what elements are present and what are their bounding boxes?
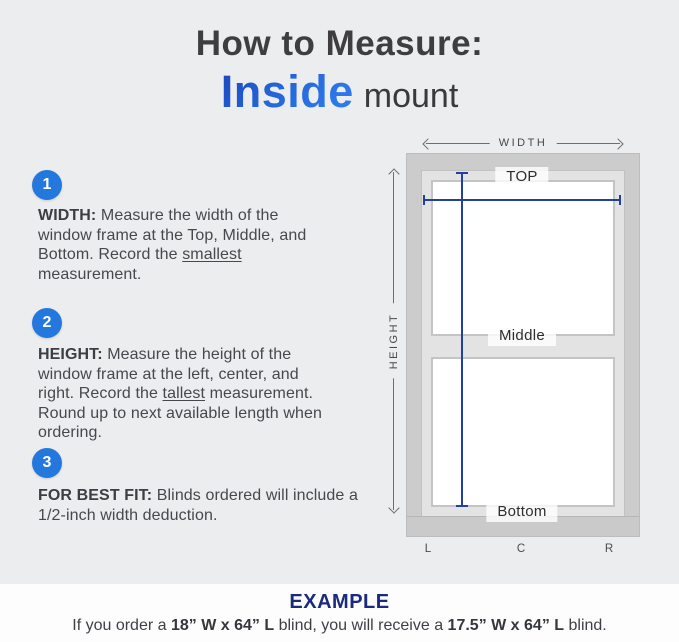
step-2-badge	[32, 308, 62, 338]
step-2-text	[38, 345, 328, 443]
height-measure-line	[461, 172, 463, 507]
marker-right: R	[604, 543, 614, 555]
width-measure-arrow	[424, 137, 622, 150]
step-3-badge	[32, 448, 62, 478]
step-1-badge	[32, 170, 62, 200]
example-part3: blind.	[564, 617, 607, 634]
example-part1: If you order a	[72, 617, 171, 634]
title-suffix: mount	[363, 77, 459, 115]
height-measure-arrow	[387, 170, 400, 512]
example-heading: EXAMPLE	[289, 591, 390, 613]
example-bold2: 17.5” W x 64” L	[447, 617, 565, 634]
step-3-body-pre: Blinds ordered will include a 1/2-inch width deduction.	[38, 487, 358, 524]
step-3-number: 3	[42, 454, 52, 471]
step-3-text	[38, 486, 372, 525]
example-bold1: 18” W x 64” L	[170, 617, 275, 634]
step-1-body-post: measurement.	[38, 265, 142, 283]
marker-center: C	[516, 543, 526, 555]
label-middle: Middle	[488, 326, 556, 346]
step-1-number: 1	[42, 176, 52, 193]
arrow-up-icon	[388, 168, 399, 179]
title-line1: How to Measure:	[195, 24, 484, 63]
width-arrow-label: WIDTH	[490, 137, 557, 149]
label-top: TOP	[495, 167, 548, 187]
width-measure-line	[423, 199, 621, 201]
step-2-number: 2	[42, 314, 52, 331]
arrow-right-icon	[612, 138, 623, 149]
step-1-label: WIDTH:	[38, 207, 97, 224]
step-2-body-post: measurement. Round up to next available length when ordering.	[38, 385, 323, 441]
title-line2	[0, 66, 679, 118]
marker-left: L	[424, 543, 432, 555]
example-sentence	[0, 617, 679, 635]
height-arrow-label: HEIGHT	[388, 304, 400, 379]
label-bottom: Bottom	[486, 502, 557, 522]
window-pane-top	[431, 180, 615, 336]
step-1-underlined-word: smallest	[182, 246, 242, 263]
example-section	[0, 584, 679, 642]
step-1-text	[38, 206, 328, 284]
step-2-body-pre: Measure the height of the window frame at the left, center, and right. Record the	[38, 346, 299, 402]
page-title	[0, 24, 679, 118]
step-1-body-pre: Measure the width of the window frame at the Top, Middle, and Bottom. Record the	[38, 207, 307, 263]
step-2-underlined-word: tallest	[162, 385, 206, 402]
example-part2: blind, you will receive a	[274, 617, 448, 634]
arrow-left-icon	[422, 138, 433, 149]
step-3-label: FOR BEST FIT:	[38, 487, 153, 504]
step-2-label: HEIGHT:	[38, 346, 103, 363]
window-pane-bottom	[431, 357, 615, 507]
arrow-down-icon	[388, 502, 399, 513]
title-highlight: Inside	[220, 66, 354, 117]
